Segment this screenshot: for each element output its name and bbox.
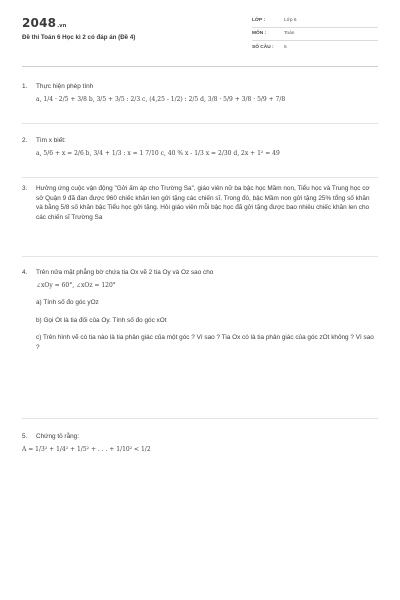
- question-title: Chứng tỏ rằng:: [36, 433, 80, 440]
- question-number: 4.: [22, 269, 28, 276]
- header-divider: [22, 66, 378, 67]
- question-math: a, 1/4 · 2/5 + 3/8 b, 3/5 + 3/5 : 2/3 c, (4,25 - 1/2) : 2/5 d, 3/8 · 5/9 + 3/8 · 5/9 + 7/8: [36, 95, 286, 103]
- question-title: Tìm x biết:: [36, 137, 66, 144]
- meta-count-value: 5: [284, 45, 287, 50]
- question-divider: [22, 256, 378, 257]
- meta-divider: [252, 40, 378, 41]
- question-title: Thực hiện phép tính: [36, 83, 94, 90]
- site-logo[interactable]: [22, 16, 67, 30]
- question-text: Hưởng ứng cuộc vận động "Gởi ấm áp cho Trường Sa", giáo viên nữ ba bậc học Mầm non, Tiểu học và Trung học cơ sở Quận 9 đã đan được 960 chiếc khăn len gửi tặng các chiến sĩ. Trong đó, bậc Mầm non gửi tặng 25% tổng số khăn và bằng 5/8 số khăn bậc Tiểu học gởi tặng. Hỏi giáo viên mỗi bậc học đã gởi tặng được bao nhiêu chiếc khăn len cho các chiến sĩ Trường Sa: [36, 185, 370, 221]
- question-math: a, 5/6 + x = 2/6 b, 3/4 + 1/3 : x = 1 7/10 c, 40 % x - 1/3 x = 2/30 d, 2x + 1² = 49: [36, 149, 280, 157]
- question-number: 1.: [22, 83, 28, 90]
- question-1: [22, 82, 378, 107]
- question-3: [22, 184, 378, 225]
- question-divider: [22, 418, 378, 419]
- meta-subject-label: MÔN :: [252, 31, 267, 36]
- logo-suffix: .vn: [57, 23, 67, 29]
- meta-class-label: LỚP :: [252, 18, 266, 23]
- question-number: 5.: [22, 433, 28, 440]
- page-title: Đề thi Toán 6 Học kì 2 có đáp án (Đề 4): [22, 34, 136, 41]
- logo-text: 2048: [22, 16, 57, 30]
- question-number: 2.: [22, 137, 28, 144]
- question-part-c: c) Trên hình vẽ có tia nào là tia phân giác của một góc ? Vì sao ? Tia Ox có là tia phân giác của góc zOt không ? Vì sao ?: [36, 334, 374, 351]
- question-2: [22, 136, 378, 161]
- question-divider: [22, 123, 378, 124]
- meta-subject-value: Toán: [284, 31, 295, 36]
- meta-count-label: SỐ CÂU :: [252, 45, 274, 50]
- question-number: 3.: [22, 185, 28, 192]
- question-4: [22, 268, 378, 356]
- question-divider: [22, 177, 378, 178]
- question-part-b: b) Gọi Ot là tia đối của Oy. Tính số đo góc xOt: [36, 316, 167, 324]
- question-5: [22, 432, 378, 457]
- question-part-a: a) Tính số đo góc yOz: [36, 299, 99, 307]
- question-math: A = 1/3² + 1/4² + 1/5² + . . . + 1/10² < 1/2: [22, 445, 151, 453]
- meta-divider: [252, 27, 378, 28]
- question-math: ∠xOy = 60°, ∠xOz = 120°: [36, 281, 116, 289]
- question-text: Trên nửa mặt phẳng bờ chứa tia Ox vẽ 2 tia Oy và Oz sao cho: [36, 269, 214, 276]
- meta-class-value: Lớp 6: [284, 18, 297, 23]
